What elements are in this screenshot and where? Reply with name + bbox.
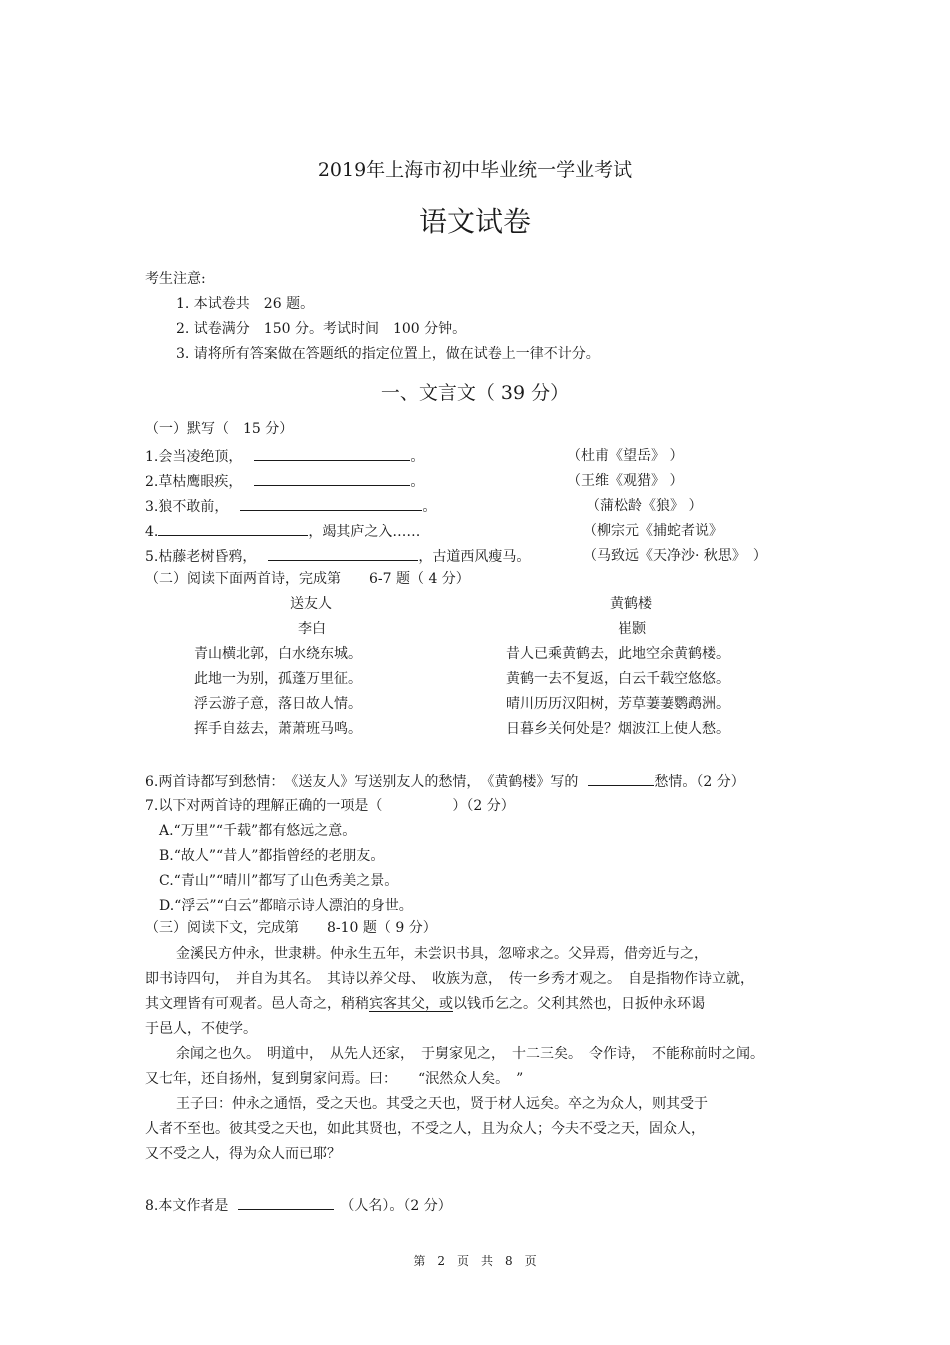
passage-line: 余闻之也久。 明道中， 从先人还家， 于舅家见之， 十二三矣。 令作诗， 不能称前时之闻。 [176, 1046, 764, 1062]
q2-tail: 。 [410, 474, 425, 490]
passage-line: 即书诗四句， 并自为其名。 其诗以养父母、 收族为意， 传一乡秀才观之。 自是指物作诗立就， [145, 971, 754, 987]
q5-source: （马致远《天净沙· 秋思》 ） [583, 548, 767, 564]
q1-text: 1.会当凌绝顶， [145, 449, 243, 465]
question-4 [145, 522, 420, 541]
q2-answer-blank[interactable] [254, 472, 410, 486]
question-8 [145, 1196, 452, 1215]
question-7: 7.以下对两首诗的理解正确的一项是（ ）（2 分） [145, 798, 515, 814]
q7-option-d[interactable]: D.“浮云”“白云”都暗示诗人漂泊的身世。 [159, 898, 413, 914]
q4-answer-blank[interactable] [158, 522, 308, 536]
q7-option-b[interactable]: B.“故人”“昔人”都指曾经的老朋友。 [159, 848, 385, 864]
q4-text: 4. [145, 524, 159, 540]
notice-item: 2. 试卷满分 150 分。考试时间 100 分钟。 [176, 321, 467, 337]
passage-text: 以钱币乞之。父利其然也，日扳仲永环谒 [453, 996, 705, 1012]
section-title: 一、文言文（ 39 分） [380, 382, 570, 404]
poem1-line: 挥手自兹去，萧萧班马鸣。 [194, 721, 362, 737]
passage-line: 王子曰：仲永之通悟，受之天也。其受之天也，贤于材人远矣。卒之为众人，则其受于 [176, 1096, 708, 1112]
part2-heading: （二）阅读下面两首诗，完成第 6-7 题（ 4 分） [145, 571, 470, 587]
part3-heading: （三）阅读下文，完成第 8-10 题（ 9 分） [145, 920, 437, 936]
paper-title: 语文试卷 [418, 205, 531, 238]
q4-tail: ，竭其庐之入…… [308, 524, 421, 540]
q7-option-a[interactable]: A.“万里”“千载”都有悠远之意。 [159, 823, 357, 839]
q5-answer-blank[interactable] [268, 547, 418, 561]
passage-line: 又不受之人，得为众人而已耶？ [145, 1146, 341, 1162]
q3-source: （蒲松龄《狼》 ） [586, 498, 703, 514]
poem2-line: 晴川历历汉阳树，芳草萋萋鹦鹉洲。 [506, 696, 730, 712]
q8-tail: （人名）。（2 分） [340, 1198, 452, 1214]
passage-line: 又七年，还自扬州，复到舅家问焉。曰： “泯然众人矣。 ” [145, 1071, 524, 1087]
q5-text: 5.枯藤老树昏鸦， [145, 549, 257, 565]
underlined-phrase: 宾客其父，或 [369, 996, 453, 1012]
q3-answer-blank[interactable] [240, 497, 422, 511]
question-6 [145, 772, 745, 791]
poem1-line: 浮云游子意，落日故人情。 [194, 696, 362, 712]
q6-tail: 愁情。（2 分） [654, 774, 745, 790]
passage-line: 人者不至也。彼其受之天也，如此其贤也，不受之人，且为众人；今夫不受之天，固众人， [145, 1121, 705, 1137]
q1-source: （杜甫《望岳》 ） [567, 448, 684, 464]
question-2 [145, 472, 424, 491]
passage-line [145, 995, 705, 1013]
passage-text: 其文理皆有可观者。邑人奇之，稍稍 [145, 996, 369, 1012]
notice-item: 1. 本试卷共 26 题。 [176, 296, 315, 312]
q2-text: 2.草枯鹰眼疾， [145, 474, 243, 490]
poem2-author: 崔颢 [618, 621, 646, 637]
q5-tail: ，古道西风瘦马。 [418, 549, 531, 565]
poem1-line: 此地一为别，孤蓬万里征。 [194, 671, 362, 687]
question-1 [145, 447, 424, 466]
q3-text: 3.狼不敢前， [145, 499, 229, 515]
q1-tail: 。 [410, 449, 425, 465]
poem2-line: 日暮乡关何处是？烟波江上使人愁。 [506, 721, 730, 737]
q2-source: （王维《观猎》 ） [567, 473, 684, 489]
poem1-author: 李白 [298, 621, 326, 637]
question-3 [145, 497, 436, 516]
poem2-line: 昔人已乘黄鹤去，此地空余黄鹤楼。 [506, 646, 730, 662]
notice-heading: 考生注意: [145, 271, 206, 287]
poem2-title: 黄鹤楼 [610, 596, 652, 612]
q3-tail: 。 [422, 499, 437, 515]
q8-text: 8.本文作者是 [145, 1198, 229, 1214]
passage-line: 金溪民方仲永，世隶耕。仲永生五年，未尝识书具，忽啼求之。父异焉，借旁近与之， [176, 946, 708, 962]
q6-text: 6.两首诗都写到愁情： 《送友人》写送别友人的愁情， 《黄鹤楼》写的 [145, 774, 579, 790]
poem1-title: 送友人 [290, 596, 332, 612]
passage-line: 于邑人，不使学。 [145, 1021, 257, 1037]
poem1-line: 青山横北郭，白水绕东城。 [194, 646, 362, 662]
notice-item: 3. 请将所有答案做在答题纸的指定位置上，做在试卷上一律不计分。 [176, 346, 600, 362]
q7-option-c[interactable]: C.“青山”“晴川”都写了山色秀美之景。 [159, 873, 399, 889]
page-footer: 第 2 页 共 8 页 [413, 1254, 537, 1268]
question-5 [145, 547, 530, 566]
q4-source: （柳宗元《捕蛇者说》 [583, 523, 723, 539]
exam-title: 2019年上海市初中毕业统一学业考试 [317, 159, 633, 181]
q8-answer-blank[interactable] [238, 1196, 334, 1210]
poem2-line: 黄鹤一去不复返，白云千载空悠悠。 [506, 671, 730, 687]
part1-heading: （一）默写（ 15 分） [145, 421, 294, 437]
q6-answer-blank[interactable] [588, 772, 654, 786]
q1-answer-blank[interactable] [254, 447, 410, 461]
